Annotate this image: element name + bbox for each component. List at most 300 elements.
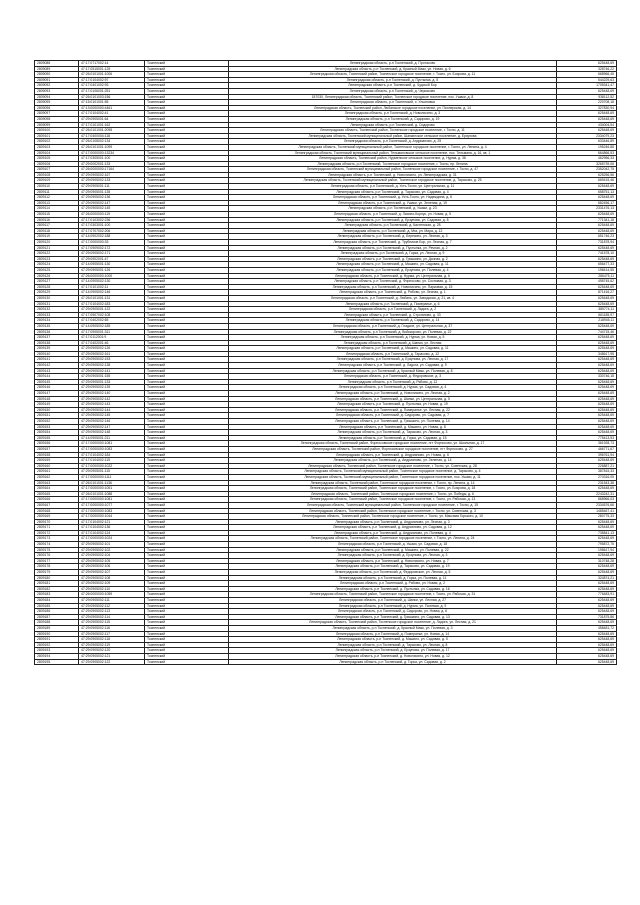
record-id-cell: 2809137	[35, 335, 79, 341]
record-id-cell: 2809157	[35, 446, 79, 452]
address-cell: Ленинградская область, Тосненский муниципальный район, Тосненское городское поселение, г. Тосно, ул. Ленина, д. 4	[229, 144, 557, 150]
address-cell: Ленинградская область, р-н Тосненский, д. Гришкино, ул. Полевая, д. 14	[229, 419, 557, 425]
cadastral-number-cell: 47:29:0905002:120	[79, 648, 145, 654]
district-cell: Тосненский	[145, 603, 229, 609]
cadastral-value-cell: 1705341,47	[557, 83, 617, 89]
address-cell: Ленинградская область, р-н Тосненский, д. Ерзунова, ул. Лесная, д. 3	[229, 553, 557, 559]
address-cell: Ленинградская область, р-н Тосненский, д. Любань, ул. Заводская, д. 21, кв. 4	[229, 295, 557, 301]
cadastral-number-cell: 47:17:0104002:184	[79, 452, 145, 458]
district-cell: Тосненский	[145, 94, 229, 100]
address-cell: Ленинградская область, р-н Тосненский, д. Ладога, ул. Садовая, д. 9	[229, 363, 557, 369]
cadastral-number-cell: 47:29:0905002:105	[79, 558, 145, 564]
cadastral-value-cell: 226887,21	[557, 463, 617, 469]
record-id-cell: 2809097	[35, 111, 79, 117]
district-cell: Тосненский	[145, 609, 229, 615]
address-cell: Ленинградская область, р-н Тосненский, д. Ладога, д. 2	[229, 307, 557, 313]
address-cell: Ленинградская область, р-н Тосненский, д. Андрианово, ул. Лесная, д. 3	[229, 519, 557, 525]
address-cell: Ленинградская область, р-н Тосненский, д. Новолисино, д. 3	[229, 111, 557, 117]
district-cell: Тосненский	[145, 407, 229, 413]
address-cell: Ленинградская область, р-н Тосненский, д. Черкасово	[229, 88, 557, 94]
record-id-cell: 2809167	[35, 502, 79, 508]
address-cell: Ленинградская область, Тосненский район, Тосненское городское поселение, д. Ладога, ул. Лесная, д. 21	[229, 620, 557, 626]
record-id-cell: 2809191	[35, 637, 79, 643]
record-id-cell: 2809133	[35, 312, 79, 318]
district-cell: Тосненский	[145, 385, 229, 391]
address-cell: Ленинградская область, р-н Тосненский, д. Рябово, ул. Новая, д. 2	[229, 581, 557, 587]
address-cell: Ленинградская область, р-н Тосненский, д. Сидорово	[229, 122, 557, 128]
cadastral-value-cell: 625448,69	[557, 111, 617, 117]
cadastral-number-cell: 47:14:0905002:130	[79, 279, 145, 285]
address-cell: Ленинградская область, р-н Тосненский, д. Пустынка, ул. Новая, д. 19	[229, 402, 557, 408]
cadastral-number-cell: 47:17:0909002:172	[79, 245, 145, 251]
cadastral-number-cell: 47:17:0000000:1083	[79, 446, 145, 452]
district-cell: Тосненский	[145, 497, 229, 503]
record-id-cell: 2809181	[35, 581, 79, 587]
address-cell: Ленинградская область, Тосненский район, Тосненское городское поселение, г. Тосно, ул. Рабочая, д. 13	[229, 497, 557, 503]
cadastral-value-cell: 625448,69	[557, 536, 617, 542]
address-cell: Ленинградская область, р-н Тосненский, с. Ульяновка	[229, 100, 557, 106]
cadastral-number-cell: 47:17:0101002:11	[79, 284, 145, 290]
record-id-cell: 2809094	[35, 94, 79, 100]
record-id-cell: 2809132	[35, 307, 79, 313]
record-id-cell: 2809096	[35, 105, 79, 111]
district-cell: Тосненский	[145, 424, 229, 430]
district-cell: Тосненский	[145, 295, 229, 301]
cadastral-number-cell: 47:29:0902001:47	[79, 256, 145, 262]
district-cell: Тосненский	[145, 614, 229, 620]
address-cell: Ленинградская область, р-н Тосненский, д. Тарасово, ул. Садовая, д. 19	[229, 564, 557, 570]
address-cell: Ленинградская область, Тосненский муниципальный район, Тосненское городское поселение, пос. Ушаки, д. 11	[229, 474, 557, 480]
cadastral-number-cell: 47:29:0905002:136	[79, 195, 145, 201]
address-cell: Ленинградская область, р-н Тосненский, д. Нурма, ул. Новая, д. 5	[229, 335, 557, 341]
district-cell: Тосненский	[145, 642, 229, 648]
cadastral-value-cell: 625448,69	[557, 379, 617, 385]
address-cell: Ленинградская область, Тосненский район, Тосненское городское поселение, г. Тосно, ул. Максима Горького, д. 10	[229, 514, 557, 520]
cadastral-value-cell: 661185,97	[557, 312, 617, 318]
cadastral-value-cell: 286475,11	[557, 273, 617, 279]
cadastral-value-cell: 387815,33	[557, 469, 617, 475]
address-cell: Ленинградская область, р-н Тосненский, д. Мга, ул. Мира, д. 12	[229, 228, 557, 234]
cadastral-number-cell: 47:29:0905002:104	[79, 553, 145, 559]
cadastral-number-cell: 47:29:0905002:167	[79, 172, 145, 178]
district-cell: Тосненский	[145, 234, 229, 240]
record-id-cell: 2809120	[35, 240, 79, 246]
cadastral-number-cell: 47:17:0402001:46	[79, 340, 145, 346]
record-id-cell: 2809129	[35, 290, 79, 296]
cadastral-number-cell: 47:26:0000000:1000	[79, 273, 145, 279]
address-cell: Ленинградская область, р-н Тосненский, д. Ерзунова, ул. Полевая, д. 4	[229, 267, 557, 273]
cadastral-value-cell: 348617,95	[557, 351, 617, 357]
record-id-cell: 2809162	[35, 474, 79, 480]
address-cell: Ленинградская область, р-н Тосненский, д. Гришкино, ул. Дачная, д. 2	[229, 256, 557, 262]
cadastral-number-cell: 47:17:0104002:136	[79, 525, 145, 531]
cadastral-number-cell: 47:29:0905002:126	[79, 346, 145, 352]
record-id-cell: 2809091	[35, 77, 79, 83]
district-cell: Тосненский	[145, 340, 229, 346]
cadastral-value-cell: 280775,33	[557, 514, 617, 520]
cadastral-number-cell: 47:17:0000000:1051	[79, 486, 145, 492]
district-cell: Тосненский	[145, 463, 229, 469]
record-id-cell: 2809116	[35, 217, 79, 223]
cadastral-value-cell: 656477,33	[557, 262, 617, 268]
record-id-cell: 2809163	[35, 480, 79, 486]
address-cell: Ленинградская область, р-н Тосненский, д. Федоровское, ул. Лесная, д. 5	[229, 570, 557, 576]
cadastral-number-cell: 47:29:0905002:148	[79, 430, 145, 436]
district-cell: Тосненский	[145, 542, 229, 548]
record-id-cell: 2809187	[35, 614, 79, 620]
record-id-cell: 2809119	[35, 234, 79, 240]
address-cell: Ленинградская область, р-н Тосненский, д. Тарасово, ул. Лесная, д. 3	[229, 430, 557, 436]
address-cell: Ленинградская область, р-н Тосненский, д. Чудской Бор	[229, 83, 557, 89]
record-id-cell: 2809101	[35, 133, 79, 139]
record-id-cell: 2809189	[35, 625, 79, 631]
record-id-cell: 2809117	[35, 223, 79, 229]
cadastral-number-cell: 47:17:0000000:1077	[79, 502, 145, 508]
record-id-cell: 2809185	[35, 603, 79, 609]
cadastral-value-cell: 2331476,13	[557, 206, 617, 212]
cadastral-value-cell: 735841,13	[557, 530, 617, 536]
district-cell: Тосненский	[145, 105, 229, 111]
address-cell: Ленинградская область, Тосненский район, Тосненское городское поселение, г. Тосно, ул. Победы, д. 6	[229, 491, 557, 497]
cadastral-value-cell: 458481,72	[557, 625, 617, 631]
address-cell: Ленинградская область, р-н Тосненский, д. Форносово, ул. Сосновая, д. 3	[229, 279, 557, 285]
address-cell: Ленинградская область, р-н Тосненский, д. Трубников Бор, ул. Лесная, д. 7	[229, 240, 557, 246]
record-id-cell: 2809123	[35, 256, 79, 262]
cadastral-value-cell: 625448,69	[557, 212, 617, 218]
address-cell: Ленинградская область, Тосненский муниципальный район, Тельмановское сельское поселение, пос. Тельмана, д. 16, кв. 1	[229, 150, 557, 156]
cadastral-value-cell: 633446,89	[557, 139, 617, 145]
district-cell: Тосненский	[145, 648, 229, 654]
district-cell: Тосненский	[145, 156, 229, 162]
district-cell: Тосненский	[145, 486, 229, 492]
record-id-cell: 2809154	[35, 430, 79, 436]
district-cell: Тосненский	[145, 144, 229, 150]
cadastral-number-cell: 47:29:0905002:102	[79, 547, 145, 553]
district-cell: Тосненский	[145, 519, 229, 525]
district-cell: Тосненский	[145, 530, 229, 536]
address-cell: Ленинградская область, р-н Тосненский, д. Андрианово, ул. Зеленая, д. 14	[229, 458, 557, 464]
address-cell: Ленинградская область, р-н Тосненский, д. Ушаки, д. 23	[229, 206, 557, 212]
cadastral-number-cell: 47:13:0000000:4461	[79, 105, 145, 111]
cadastral-value-cell: 2334576,66	[557, 502, 617, 508]
cadastral-value-cell: 625448,69	[557, 553, 617, 559]
cadastral-number-cell: 47:17:0515001:125	[79, 66, 145, 72]
cadastral-number-cell: 47:17:0104002:121	[79, 519, 145, 525]
district-cell: Тосненский	[145, 413, 229, 419]
cadastral-value-cell: 625448,69	[557, 413, 617, 419]
address-cell: Ленинградская область, р-н Тосненский, д. Новолисино, ул. Лесная, д. 2	[229, 391, 557, 397]
cadastral-value-cell: 625448,69	[557, 195, 617, 201]
cadastral-value-cell: 625448,69	[557, 61, 617, 67]
district-cell: Тосненский	[145, 240, 229, 246]
address-cell: Ленинградская область, Тосненский район, Форносовское городское поселение, пгт Форносово, ул. Школьная, д. 17	[229, 441, 557, 447]
cadastral-number-cell: 47:26:0101003:156	[79, 94, 145, 100]
cadastral-number-cell: 47:17:0104002:115	[79, 458, 145, 464]
address-cell: Ленинградская область, р-н Тосненский, д. Пустынка, д. 5	[229, 77, 557, 83]
district-cell: Тосненский	[145, 508, 229, 514]
record-id-cell: 2809118	[35, 228, 79, 234]
cadastral-number-cell: 47:17:0000000:33	[79, 240, 145, 246]
cadastral-value-cell: 327830,94	[557, 105, 617, 111]
record-id-cell: 2809148	[35, 396, 79, 402]
cadastral-number-cell: 47:29:0905002:141	[79, 368, 145, 374]
district-cell: Тосненский	[145, 83, 229, 89]
district-cell: Тосненский	[145, 391, 229, 397]
cadastral-number-cell: 47:29:0905002:161	[79, 351, 145, 357]
cadastral-value-cell: 625448,69	[557, 458, 617, 464]
cadastral-value-cell: 625448,69	[557, 642, 617, 648]
district-cell: Тосненский	[145, 290, 229, 296]
address-cell: Ленинградская область, р-н Тосненский, д. Нурма, ул. Центральная, д. 6	[229, 273, 557, 279]
address-cell: Ленинградская область, р-н Тосненский, д. Ушаки, ул. Садовая, д. 18	[229, 542, 557, 548]
cadastral-value-cell: 625448,69	[557, 357, 617, 363]
district-cell: Тосненский	[145, 525, 229, 531]
record-id-cell: 2809100	[35, 128, 79, 134]
district-cell: Тосненский	[145, 167, 229, 173]
district-cell: Тосненский	[145, 111, 229, 117]
cadastral-number-cell: 47:17:0104002:97	[79, 77, 145, 83]
address-cell: Ленинградская область, р-н Тосненский, д. Сидорово, д. 19	[229, 116, 557, 122]
address-cell: Ленинградская область, р-н Тосненский, д. Ерзунова, ул. Полевая, д. 17	[229, 648, 557, 654]
cadastral-number-cell: 47:29:0905002:139	[79, 385, 145, 391]
cadastral-number-cell: 47:29:0905002:122	[79, 659, 145, 665]
cadastral-number-cell: 47:17:0112001:9	[79, 335, 145, 341]
address-cell: Ленинградская область, р-н Тосненский, д. Лисино-Корпус, ул. Новая, д. 5	[229, 212, 557, 218]
cadastral-value-cell: 664866,53	[557, 150, 617, 156]
district-cell: Тосненский	[145, 139, 229, 145]
record-id-cell: 2809149	[35, 402, 79, 408]
address-cell: Ленинградская область, р-н Тосненский, Тосненское городское поселение, г. Тосно, пр. Ленина	[229, 161, 557, 167]
record-id-cell: 2809107	[35, 167, 79, 173]
cadastral-number-cell: 47:29:0905001:133	[79, 379, 145, 385]
cadastral-value-cell: 198414,55	[557, 267, 617, 273]
district-cell: Тосненский	[145, 558, 229, 564]
cadastral-value-cell: 2352042,75	[557, 167, 617, 173]
cadastral-value-cell: 2243242,31	[557, 491, 617, 497]
cadastral-value-cell: 731875,86	[557, 614, 617, 620]
record-id-cell: 2809105	[35, 156, 79, 162]
address-cell: Ленинградская область, р-н Тосненский, д. Тарасово, ул. Садовая, д. 4	[229, 189, 557, 195]
cadastral-number-cell: 47:17:0000000:1081	[79, 497, 145, 503]
address-cell: Ленинградская область, р-н Тосненский, д. Ушаки, ул. Зеленая, д. 19	[229, 200, 557, 206]
cadastral-value-cell: 625448,69	[557, 620, 617, 626]
address-cell: Ленинградская область, Тосненский район, Тосненское городское поселение, г. Тосно, д. 11	[229, 128, 557, 134]
cadastral-value-cell: 396761,94	[557, 452, 617, 458]
district-cell: Тосненский	[145, 363, 229, 369]
address-cell: Ленинградская область, р-н Тосненский, д. Усть-Тосно, ул. Центральная, д. 11	[229, 184, 557, 190]
address-cell: Ленинградская область, Тосненский район, Тосненское городское поселение, г. Тосно, ул. Советская, д. 28	[229, 463, 557, 469]
cadastral-value-cell: 625448,69	[557, 228, 617, 234]
record-id-cell: 2809139	[35, 346, 79, 352]
table-body	[35, 61, 617, 665]
cadastral-number-cell: 47:26:0101001:1136	[79, 480, 145, 486]
district-cell: Тосненский	[145, 536, 229, 542]
cadastral-number-cell: 47:29:0905002:133	[79, 178, 145, 184]
address-cell: Ленинградская область, р-н Тосненский, д. Кастенская, д. 28	[229, 223, 557, 229]
district-cell: Тосненский	[145, 267, 229, 273]
cadastral-value-cell: 625256,56	[557, 172, 617, 178]
address-cell: Ленинградская область, р-н Тосненский, д. Машино, ул. Садовая, д. 11	[229, 262, 557, 268]
district-cell: Тосненский	[145, 217, 229, 223]
record-id-cell: 2809160	[35, 463, 79, 469]
cadastral-value-cell: 544229,63	[557, 77, 617, 83]
address-cell: Ленинградская область, р-н Тосненский, д. Машино, ул. Садовая, д. 11	[229, 346, 557, 352]
address-cell: Ленинградская область, Тосненский район, Тосненское городское поселение, г. Тосно, ул. Советская, д. 3	[229, 508, 557, 514]
cadastral-value-cell: 669415,46	[557, 178, 617, 184]
cadastral-value-cell: 625448,69	[557, 419, 617, 425]
record-id-cell: 2809126	[35, 273, 79, 279]
address-cell: Ленинградская область, р-н Тосненский, д. Березино, ул. Лесная, д. 3	[229, 234, 557, 240]
district-cell: Тосненский	[145, 598, 229, 604]
district-cell: Тосненский	[145, 279, 229, 285]
district-cell: Тосненский	[145, 335, 229, 341]
cadastral-value-cell: 328746,22	[557, 66, 617, 72]
district-cell: Тосненский	[145, 379, 229, 385]
cadastral-value-cell: 625448,69	[557, 570, 617, 576]
address-cell: Ленинградская область, р-н Тосненский, д. Красный Маяк, ул. Новая, д. 6	[229, 66, 557, 72]
cadastral-value-cell: 625448,69	[557, 385, 617, 391]
cadastral-number-cell: 47:17:0104002:183	[79, 301, 145, 307]
cadastral-number-cell: 47:14:0905001:211	[79, 435, 145, 441]
cadastral-value-cell: 775413,53	[557, 435, 617, 441]
cadastral-value-cell: 795872,75	[557, 542, 617, 548]
cadastral-number-cell: 47:17:0104002:41	[79, 111, 145, 117]
district-cell: Тосненский	[145, 514, 229, 520]
district-cell: Тосненский	[145, 206, 229, 212]
cadastral-number-cell: 47:29:0905002:145	[79, 413, 145, 419]
address-cell: Ленинградская область, р-н Тосненский, д. Гладкое, ул. Центральная, д. 37	[229, 323, 557, 329]
cadastral-value-cell: 1485467,41	[557, 508, 617, 514]
record-id-cell: 2809180	[35, 575, 79, 581]
address-cell: Ленинградская область, р-н Тосненский, д. Рябово, ул. Лесная, д. 1	[229, 290, 557, 296]
record-id-cell: 2809142	[35, 363, 79, 369]
cadastral-number-cell: 47:14:0905002:185	[79, 323, 145, 329]
record-id-cell: 2809122	[35, 251, 79, 257]
cadastral-number-cell: 47:29:0002001:133	[79, 161, 145, 167]
cadastral-number-cell: 47:29:0905002:138	[79, 363, 145, 369]
record-id-cell: 2809147	[35, 391, 79, 397]
cadastral-value-cell: 731878,94	[557, 240, 617, 246]
address-cell: Ленинградская область, Тосненский муниципальный район, Тосненское городское поселение, д. Тарасово, д. 4	[229, 469, 557, 475]
address-cell: Ленинградская область, р-н Тосненский, д. Шапки, ул. Лесная, д. 27	[229, 598, 557, 604]
cadastral-value-cell: 625448,69	[557, 340, 617, 346]
cadastral-value-cell: 625448,69	[557, 396, 617, 402]
cadastral-number-cell: 47:29:0905001:115	[79, 469, 145, 475]
record-id-cell: 2809188	[35, 620, 79, 626]
cadastral-number-cell: 47:26:0000000:119	[79, 212, 145, 218]
address-cell: Ленинградская область, р-н Тосненский, д. Андрианово, д. 25	[229, 139, 557, 145]
cadastral-value-cell: 625448,69	[557, 637, 617, 643]
cadastral-value-cell: 625448,69	[557, 284, 617, 290]
cadastral-value-cell: 625448,69	[557, 603, 617, 609]
cadastral-value-cell: 625448,69	[557, 407, 617, 413]
cadastral-value-cell: 625448,69	[557, 402, 617, 408]
cadastral-number-cell: 47:15:0101001:55	[79, 100, 145, 106]
record-id-cell: 2809140	[35, 351, 79, 357]
cadastral-value-cell: 625448,69	[557, 323, 617, 329]
record-id-cell: 2809176	[35, 553, 79, 559]
record-id-cell: 2809110	[35, 184, 79, 190]
record-id-cell: 2809172	[35, 530, 79, 536]
cadastral-value-cell: 625448,69	[557, 430, 617, 436]
record-id-cell: 2809112	[35, 195, 79, 201]
cadastral-number-cell: 47:29:0905002:119	[79, 642, 145, 648]
cadastral-number-cell: 47:29:0905002:101	[79, 542, 145, 548]
district-cell: Тосненский	[145, 312, 229, 318]
record-id-cell: 2809173	[35, 536, 79, 542]
address-cell: Ленинградская область, р-н Тосненский, д. Федоровское, д. 3	[229, 374, 557, 380]
record-id-cell: 2809088	[35, 61, 79, 67]
cadastral-value-cell: 625448,69	[557, 564, 617, 570]
cadastral-number-cell: 47:29:0905002:145	[79, 206, 145, 212]
district-cell: Тосненский	[145, 172, 229, 178]
address-cell: Ленинградская область, р-н Тосненский, д. Сидорово, д. 14	[229, 318, 557, 324]
cadastral-value-cell: 658751,13	[557, 189, 617, 195]
cadastral-number-cell: 47:29:0905002:115	[79, 620, 145, 626]
cadastral-value-cell: 625448,69	[557, 525, 617, 531]
district-cell: Тосненский	[145, 323, 229, 329]
cadastral-number-cell: 47:17:0000000:1022	[79, 463, 145, 469]
cadastral-value-cell: 2334079,23	[557, 133, 617, 139]
cadastral-number-cell: 47:17:0707002:206	[79, 228, 145, 234]
record-id-cell: 2809145	[35, 379, 79, 385]
cadastral-number-cell: 47:29:0905002:140	[79, 391, 145, 397]
cadastral-number-cell: 47:17:0000000:1024	[79, 536, 145, 542]
cadastral-value-cell: 625448,69	[557, 88, 617, 94]
cadastral-value-cell: 220708,18	[557, 100, 617, 106]
cadastral-value-cell: 625448,69	[557, 245, 617, 251]
cadastral-value-cell: 651746,23	[557, 234, 617, 240]
record-id-cell: 2809125	[35, 267, 79, 273]
address-cell: Ленинградская область, р-н Тосненский, д. Протасово	[229, 61, 557, 67]
register-table-container	[34, 60, 616, 665]
address-cell: Ленинградская область, р-н Тосненский, д. Пустынка, ул. Речная, д. 2	[229, 245, 557, 251]
district-cell: Тосненский	[145, 245, 229, 251]
district-cell: Тосненский	[145, 212, 229, 218]
address-cell: Ленинградская область, р-н Тосненский, д. Андрианово, ул. Полевая, д. 4	[229, 530, 557, 536]
cadastral-value-cell: 3265739,06	[557, 161, 617, 167]
district-cell: Тосненский	[145, 351, 229, 357]
cadastral-number-cell: 47:29:0905002:117	[79, 631, 145, 637]
record-id-cell: 2809175	[35, 547, 79, 553]
district-cell: Тосненский	[145, 346, 229, 352]
district-cell: Тосненский	[145, 586, 229, 592]
district-cell: Тосненский	[145, 284, 229, 290]
address-cell: Ленинградская область, Тосненский район, Любанское городское поселение, ул. Пионерская, д. 14	[229, 105, 557, 111]
record-id-cell: 2809143	[35, 368, 79, 374]
cadastral-number-cell: 47:17:0303001:100	[79, 223, 145, 229]
address-cell: Ленинградская область, р-н Тосненский, д. Горка, ул. Садовая, д. 2	[229, 659, 557, 665]
district-cell: Тосненский	[145, 491, 229, 497]
address-cell: Ленинградская область, Тосненский район, Тосненское городское поселение, г. Тосно, пр. Ленина, д. 14	[229, 480, 557, 486]
address-cell: Ленинградская область, Тосненский муниципальный район, Шапкинское сельское поселение, д. Ерзунова	[229, 133, 557, 139]
address-cell: Ленинградская область, Тосненский муниципальный район, Тосненское городское поселение, д. Тарасово, д. 25	[229, 178, 557, 184]
address-cell: Ленинградская область, р-н Тосненский, д. Померанье, ул. Лесная, д. 22	[229, 407, 557, 413]
cadastral-number-cell: 47:29:0905002:116	[79, 625, 145, 631]
cadastral-number-cell: 47:14:0905002:146	[79, 290, 145, 296]
address-cell: Ленинградская область, р-н Тосненский, д. Горка, ул. Лесная, д. 9	[229, 251, 557, 257]
district-cell: Тосненский	[145, 446, 229, 452]
address-cell: Ленинградская область, р-н Тосненский, д. Рябово, д. 12	[229, 379, 557, 385]
record-id-cell: 2809151	[35, 413, 79, 419]
cadastral-value-cell: 218945,11	[557, 318, 617, 324]
address-cell: Ленинградская область, р-н Тосненский, д. Новолисино, ул. Новая, д. 7	[229, 558, 557, 564]
record-id-cell: 2809155	[35, 435, 79, 441]
district-cell: Тосненский	[145, 374, 229, 380]
table-row	[35, 659, 617, 665]
district-cell: Тосненский	[145, 128, 229, 134]
cadastral-value-cell: 625448,69	[557, 184, 617, 190]
